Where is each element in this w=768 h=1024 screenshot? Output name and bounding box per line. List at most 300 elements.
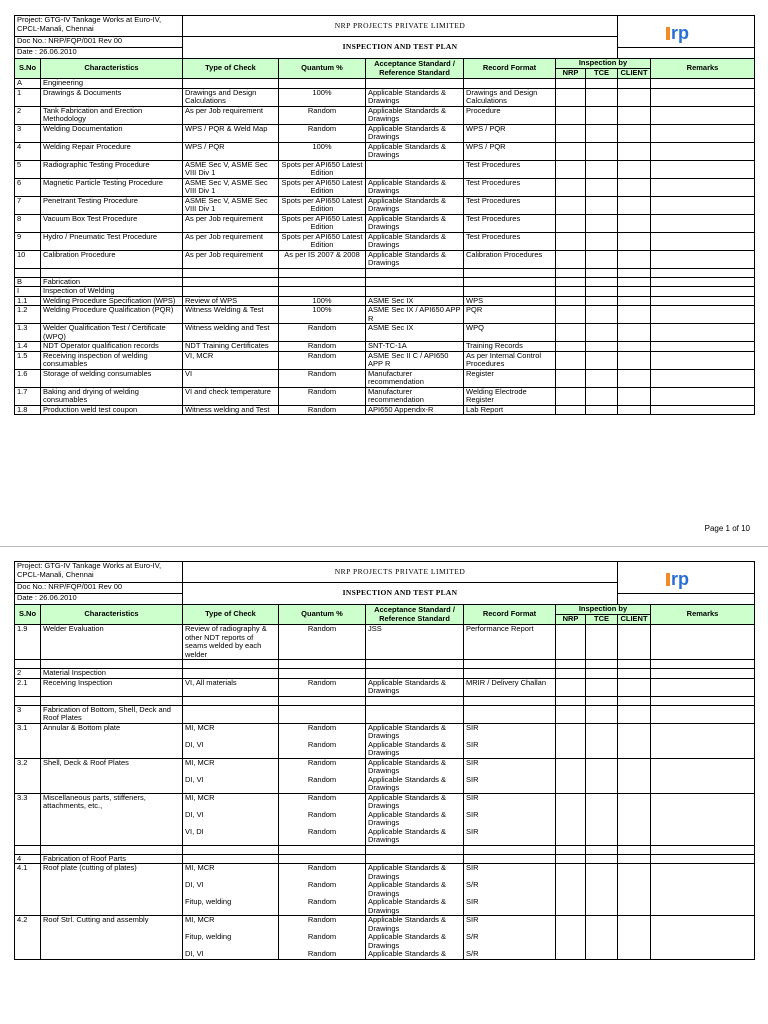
cell-client [618,342,651,352]
cell-sno: 4 [15,142,41,160]
cell-acceptance-standard: JSS [366,625,464,660]
cell-acceptance-standard [366,79,464,89]
cell-characteristic: Shell, Deck & Roof Plates [41,758,183,793]
cell-tce [586,196,618,214]
cell-record-format: Test Procedures [464,160,556,178]
cell-type-of-check: As per Job requirement [183,106,279,124]
cell-quantum: Random Random Random [279,916,366,960]
cell-sno: 1.7 [15,387,41,405]
cell-tce [586,268,618,277]
cell-acceptance-standard [366,660,464,669]
cell-quantum [279,669,366,679]
cell-type-of-check [183,669,279,679]
cell-quantum: Spots per API650 Latest Edition [279,178,366,196]
cell-sno [15,660,41,669]
cell-client [618,306,651,324]
cell-tce [586,669,618,679]
cell-tce [586,351,618,369]
cell-acceptance-standard [366,277,464,287]
cell-characteristic [41,660,183,669]
cell-characteristic: Welder Evaluation [41,625,183,660]
table-row [15,324,755,342]
cell-remarks [651,250,755,268]
cell-acceptance-standard: API650 Appendix-R [366,405,464,415]
cell-remarks [651,678,755,696]
cell-acceptance-standard: Applicable Standards & Drawings Applicable Standards & Drawings [366,758,464,793]
cell-characteristic: Welding Procedure Qualification (PQR) [41,306,183,324]
cell-quantum: 100% [279,306,366,324]
cell-record-format: SIR SIR [464,723,556,758]
cell-tce [586,79,618,89]
document-subtitle: INSPECTION AND TEST PLAN [183,37,618,59]
cell-nrp [556,387,586,405]
cell-remarks [651,142,755,160]
itp-sheet-page-1 [14,15,754,415]
cell-quantum: Random [279,387,366,405]
cell-type-of-check [183,287,279,297]
cell-remarks [651,342,755,352]
cell-characteristic: Fabrication of Bottom, Shell, Deck and Roof Plates [41,705,183,723]
cell-characteristic: Receiving Inspection [41,678,183,696]
cell-tce [586,277,618,287]
cell-sno: 1.9 [15,625,41,660]
cell-client [618,88,651,106]
cell-tce [586,369,618,387]
nrp-logo-icon [663,18,709,46]
cell-sno: 7 [15,196,41,214]
cell-sno: 1.6 [15,369,41,387]
cell-nrp [556,405,586,415]
cell-record-format: Register [464,369,556,387]
cell-sno: I [15,287,41,297]
cell-record-format: Test Procedures [464,214,556,232]
project-line: Project: GTG-IV Tankage Works at Euro-IV, CPCL-Manali, Chennai [15,16,183,37]
cell-type-of-check [183,854,279,864]
cell-client [618,864,651,916]
cell-quantum [279,854,366,864]
col-quantum: Quantum % [279,605,366,625]
cell-record-format: SIR SIR SIR [464,793,556,845]
cell-acceptance-standard: ASME Sec IX [366,296,464,306]
cell-tce [586,232,618,250]
cell-type-of-check: MI, MCR DI, VI [183,723,279,758]
cell-quantum: Spots per API650 Latest Edition [279,232,366,250]
cell-characteristic [41,845,183,854]
cell-nrp [556,124,586,142]
cell-acceptance-standard: Applicable Standards & Drawings [366,124,464,142]
cell-remarks [651,854,755,864]
cell-tce [586,124,618,142]
cell-characteristic: Annular & Bottom plate [41,723,183,758]
cell-client [618,705,651,723]
cell-remarks [651,351,755,369]
cell-nrp [556,79,586,89]
cell-nrp [556,758,586,793]
cell-acceptance-standard: Applicable Standards & Drawings Applicable Standards & Drawings [366,723,464,758]
cell-remarks [651,106,755,124]
cell-remarks [651,124,755,142]
cell-tce [586,793,618,845]
cell-client [618,106,651,124]
col-remarks: Remarks [651,59,755,79]
cell-client [618,369,651,387]
cell-acceptance-standard: ASME Sec II C / API650 APP R [366,351,464,369]
company-logo [618,16,755,48]
cell-record-format [464,268,556,277]
table-row [15,196,755,214]
cell-nrp [556,232,586,250]
cell-nrp [556,178,586,196]
cell-characteristic: Magnetic Particle Testing Procedure [41,178,183,196]
col-characteristics: Characteristics [41,59,183,79]
cell-type-of-check: Review of WPS [183,296,279,306]
col-tce: TCE [586,615,618,625]
cell-characteristic: Baking and drying of welding consumables [41,387,183,405]
cell-quantum [279,79,366,89]
col-inspection-by: Inspection by [556,59,651,69]
cell-type-of-check: As per Job requirement [183,232,279,250]
cell-quantum: Random Random [279,758,366,793]
table-row [15,296,755,306]
cell-tce [586,705,618,723]
itp-rows-page-2 [15,625,755,960]
cell-type-of-check: VI [183,369,279,387]
cell-quantum [279,277,366,287]
cell-quantum: 100% [279,142,366,160]
cell-acceptance-standard [366,845,464,854]
cell-acceptance-standard: Applicable Standards & Drawings [366,142,464,160]
col-quantum: Quantum % [279,59,366,79]
cell-nrp [556,88,586,106]
cell-sno: B [15,277,41,287]
cell-characteristic: Welder Qualification Test / Certificate (WPQ) [41,324,183,342]
cell-record-format [464,705,556,723]
cell-acceptance-standard [366,854,464,864]
cell-tce [586,142,618,160]
cell-characteristic: Drawings & Documents [41,88,183,106]
table-row [15,723,755,758]
cell-remarks [651,625,755,660]
cell-quantum: Spots per API650 Latest Edition [279,214,366,232]
cell-tce [586,160,618,178]
cell-sno: 1.3 [15,324,41,342]
cell-remarks [651,669,755,679]
table-row [15,277,755,287]
doc-date: Date : 26.06.2010 [15,48,183,59]
cell-nrp [556,864,586,916]
cell-characteristic: Calibration Procedure [41,250,183,268]
cell-record-format [464,845,556,854]
cell-remarks [651,660,755,669]
cell-remarks [651,287,755,297]
table-row [15,250,755,268]
cell-client [618,214,651,232]
cell-type-of-check: Drawings and Design Calculations [183,88,279,106]
cell-client [618,287,651,297]
cell-record-format: Drawings and Design Calculations [464,88,556,106]
cell-quantum: Random Random Random [279,864,366,916]
cell-sno: 4 [15,854,41,864]
cell-quantum [279,705,366,723]
col-remarks: Remarks [651,605,755,625]
cell-remarks [651,277,755,287]
cell-remarks [651,296,755,306]
svg-text:rp: rp [671,22,690,43]
cell-quantum [279,287,366,297]
cell-sno: 3 [15,705,41,723]
cell-sno: 3 [15,124,41,142]
itp-sheet-page-2 [14,561,754,960]
cell-remarks [651,268,755,277]
table-row [15,142,755,160]
cell-acceptance-standard [366,287,464,297]
cell-nrp [556,351,586,369]
table-row [15,387,755,405]
col-nrp: NRP [556,615,586,625]
cell-tce [586,696,618,705]
table-row [15,124,755,142]
cell-characteristic: Production weld test coupon [41,405,183,415]
cell-remarks [651,232,755,250]
cell-characteristic: Inspection of Welding [41,287,183,297]
cell-remarks [651,88,755,106]
cell-nrp [556,723,586,758]
cell-nrp [556,296,586,306]
document-subtitle: INSPECTION AND TEST PLAN [183,583,618,605]
cell-record-format: Test Procedures [464,196,556,214]
col-client: CLIENT [618,615,651,625]
page-separator [0,546,768,547]
cell-characteristic: Miscellaneous parts, stiffeners, attachments, etc., [41,793,183,845]
cell-sno: 9 [15,232,41,250]
cell-tce [586,758,618,793]
cell-characteristic: Fabrication of Roof Parts [41,854,183,864]
table-row [15,106,755,124]
cell-nrp [556,277,586,287]
cell-acceptance-standard: Applicable Standards & Drawings [366,232,464,250]
table-row [15,845,755,854]
cell-type-of-check: WPS / PQR [183,142,279,160]
cell-client [618,160,651,178]
cell-acceptance-standard: Manufacturer recommendation [366,387,464,405]
cell-record-format [464,669,556,679]
cell-client [618,669,651,679]
cell-client [618,660,651,669]
cell-type-of-check [183,79,279,89]
cell-tce [586,625,618,660]
cell-sno: 3.1 [15,723,41,758]
cell-sno: 3.2 [15,758,41,793]
cell-nrp [556,196,586,214]
table-row [15,342,755,352]
cell-nrp [556,678,586,696]
cell-client [618,178,651,196]
col-type-of-check: Type of Check [183,605,279,625]
cell-type-of-check: MI, MCR Fitup, welding DI, VI [183,916,279,960]
itp-table-page-1 [14,15,755,415]
cell-tce [586,864,618,916]
cell-type-of-check [183,660,279,669]
cell-remarks [651,723,755,758]
project-line: Project: GTG-IV Tankage Works at Euro-IV, CPCL-Manali, Chennai [15,562,183,583]
table-row [15,88,755,106]
cell-tce [586,342,618,352]
cell-nrp [556,268,586,277]
cell-record-format: Welding Electrode Register [464,387,556,405]
cell-remarks [651,214,755,232]
cell-remarks [651,369,755,387]
cell-remarks [651,160,755,178]
cell-type-of-check [183,277,279,287]
col-acceptance: Acceptance Standard / Reference Standard [366,605,464,625]
col-nrp: NRP [556,69,586,79]
cell-tce [586,723,618,758]
cell-nrp [556,306,586,324]
cell-nrp [556,369,586,387]
cell-nrp [556,854,586,864]
cell-record-format [464,854,556,864]
cell-client [618,758,651,793]
cell-quantum: Spots per API650 Latest Edition [279,196,366,214]
doc-date: Date : 26.06.2010 [15,594,183,605]
cell-remarks [651,793,755,845]
cell-tce [586,306,618,324]
cell-quantum: Random [279,625,366,660]
cell-record-format: Calibration Procedures [464,250,556,268]
col-tce: TCE [586,69,618,79]
cell-acceptance-standard: Manufacturer recommendation [366,369,464,387]
cell-tce [586,106,618,124]
cell-characteristic: Vacuum Box Test Procedure [41,214,183,232]
cell-nrp [556,705,586,723]
cell-remarks [651,696,755,705]
cell-quantum: Random [279,106,366,124]
cell-nrp [556,142,586,160]
company-name: NRP PROJECTS PRIVATE LIMITED [183,562,618,583]
cell-remarks [651,405,755,415]
cell-nrp [556,660,586,669]
cell-sno: 2.1 [15,678,41,696]
cell-type-of-check [183,268,279,277]
cell-client [618,625,651,660]
cell-type-of-check: Review of radiography & other NDT reports of seams welded by each welder [183,625,279,660]
cell-characteristic: Fabrication [41,277,183,287]
cell-record-format [464,660,556,669]
cell-client [618,142,651,160]
cell-characteristic: Welding Documentation [41,124,183,142]
cell-acceptance-standard: Applicable Standards & Drawings [366,88,464,106]
cell-record-format [464,696,556,705]
table-row [15,793,755,845]
cell-sno: 1.2 [15,306,41,324]
cell-remarks [651,196,755,214]
cell-tce [586,178,618,196]
cell-acceptance-standard [366,669,464,679]
cell-nrp [556,250,586,268]
cell-remarks [651,324,755,342]
cell-nrp [556,845,586,854]
cell-quantum [279,268,366,277]
table-row [15,306,755,324]
cell-nrp [556,287,586,297]
nrp-logo-icon [663,564,709,592]
cell-characteristic [41,268,183,277]
cell-sno [15,268,41,277]
cell-sno: 4.2 [15,916,41,960]
table-row [15,214,755,232]
cell-record-format: WPS [464,296,556,306]
cell-type-of-check: Witness welding and Test [183,405,279,415]
cell-tce [586,324,618,342]
cell-type-of-check: VI and check temperature [183,387,279,405]
cell-record-format: Procedure [464,106,556,124]
cell-client [618,351,651,369]
cell-characteristic: Tank Fabrication and Erection Methodology [41,106,183,124]
itp-table-page-2 [14,561,755,960]
cell-record-format: SIR SIR [464,758,556,793]
cell-tce [586,660,618,669]
cell-nrp [556,160,586,178]
cell-record-format: MRIR / Delivery Challan [464,678,556,696]
cell-type-of-check: Witness Welding & Test [183,306,279,324]
cell-nrp [556,793,586,845]
table-row [15,696,755,705]
cell-characteristic: Receiving inspection of welding consumables [41,351,183,369]
cell-client [618,196,651,214]
cell-record-format: SIR S/R SIR [464,864,556,916]
cell-quantum [279,696,366,705]
cell-type-of-check: WPS / PQR & Weld Map [183,124,279,142]
cell-type-of-check: As per Job requirement [183,214,279,232]
page-footer: Page 1 of 10 [704,524,750,533]
cell-remarks [651,758,755,793]
table-row [15,669,755,679]
cell-acceptance-standard: Applicable Standards & Drawings [366,214,464,232]
cell-characteristic: NDT Operator qualification records [41,342,183,352]
cell-tce [586,678,618,696]
cell-characteristic: Penetrant Testing Procedure [41,196,183,214]
cell-acceptance-standard: Applicable Standards & Drawings [366,178,464,196]
cell-client [618,124,651,142]
cell-sno: A [15,79,41,89]
cell-type-of-check: ASME Sec V, ASME Sec VIII Div 1 [183,178,279,196]
cell-sno: 10 [15,250,41,268]
cell-remarks [651,178,755,196]
cell-quantum: Random Random [279,723,366,758]
table-row [15,160,755,178]
itp-rows-page-1 [15,79,755,415]
cell-acceptance-standard [366,160,464,178]
cell-record-format [464,79,556,89]
cell-quantum: Random [279,678,366,696]
cell-tce [586,845,618,854]
cell-sno: 3.3 [15,793,41,845]
col-sno: S.No [15,605,41,625]
table-row [15,625,755,660]
cell-characteristic: Engineering [41,79,183,89]
cell-sno: 6 [15,178,41,196]
cell-sno: 4.1 [15,864,41,916]
cell-characteristic: Material Inspection [41,669,183,679]
col-type-of-check: Type of Check [183,59,279,79]
cell-record-format: Test Procedures [464,232,556,250]
cell-quantum: Random Random Random [279,793,366,845]
cell-record-format: Test Procedures [464,178,556,196]
cell-type-of-check: ASME Sec V, ASME Sec VIII Div 1 [183,196,279,214]
cell-characteristic: Roof plate (cutting of plates) [41,864,183,916]
cell-remarks [651,705,755,723]
cell-record-format: Performance Report [464,625,556,660]
